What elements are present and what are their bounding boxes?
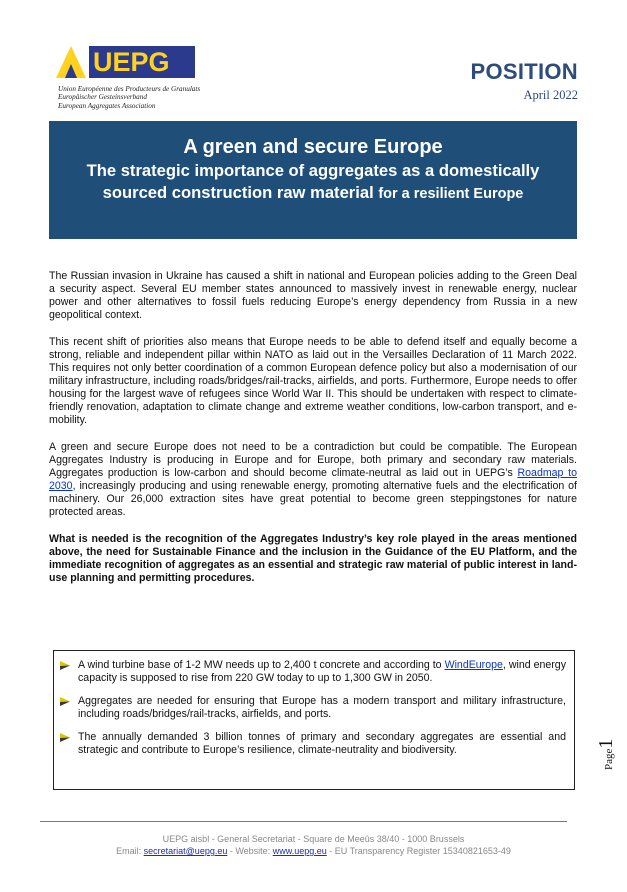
- paragraph-3: [49, 441, 577, 519]
- windeurope-link[interactable]: WindEurope: [444, 659, 503, 671]
- footer-website-label: - Website:: [227, 846, 273, 856]
- paragraph-2: This recent shift of priorities also means that Europe needs to be able to defend itself and equally become a strong, reliable and independent pillar within NATO as laid out in the Versailles Declaration of 11 March 2022. This requires not only better coordination of a common European defence policy but also a modernisation of our military infrastructure, including roads/bridges/rail-tracks, airfields, and ports. Furthermore, Europe needs to offer housing for the largest wave of refugees since World War II. This should be undertaken with respect to climate-friendly renovation, adaptation to climate change and extreme weather conditions, low-carbon transport, and e-mobility.: [49, 336, 577, 426]
- page-number: [595, 739, 617, 770]
- title-subtitle-line1: The strategic importance of aggregates as a domestically: [86, 161, 540, 180]
- logo-subtitle: [58, 85, 258, 110]
- key-fact-2: [60, 695, 566, 721]
- logo-line-fr: Union Européenne des Producteurs de Granulats: [58, 85, 201, 93]
- footer-register: - EU Transparency Register 15340821653-49: [326, 846, 511, 856]
- footer-divider: [40, 821, 567, 822]
- arrow-bullet-icon: [60, 661, 70, 670]
- logo-triangle-icon: [55, 44, 87, 80]
- key-fact-3-text: The annually demanded 3 billion tonnes of primary and secondary aggregates are essential and strategic and contribute to Europe’s resilience, climate-neutrality and biodiversity.: [78, 731, 566, 756]
- title-subtitle-line2-b: for a resilient Europe: [378, 186, 524, 202]
- document-type: POSITION: [470, 59, 578, 84]
- key-facts-box: [53, 650, 575, 790]
- key-fact-1-text-a: A wind turbine base of 1-2 MW needs up to 2,400 t concrete and according to: [78, 659, 445, 671]
- footer-address: UEPG aisbl - General Secretariat - Square de Meeûs 38/40 - 1000 Brussels: [162, 834, 465, 844]
- footer-email-label: Email:: [116, 846, 144, 856]
- footer-email-link[interactable]: secretariat@uepg.eu: [143, 846, 228, 856]
- page-word: Page: [603, 748, 615, 770]
- paragraph-3-text-a: A green and secure Europe does not need to be a contradiction but could be compatible. The European Aggregates Industry is producing in Europe and for Europe, both primary and secondary raw materials. Aggregates production is low-carbon and should become climate-neutral as laid out in UEPG’s: [49, 441, 577, 479]
- title-main: A green and secure Europe: [183, 136, 443, 158]
- footer: [0, 833, 627, 857]
- footer-contact: [0, 845, 627, 857]
- key-fact-2-text: Aggregates are needed for ensuring that Europe has a modern transport and military infrastructure, including roads/bridges/rail-tracks, airfields, and ports.: [78, 695, 566, 720]
- paragraph-1: The Russian invasion in Ukraine has caused a shift in national and European policies adding to the Green Deal a security aspect. Several EU member states announced to massively invest in renewable energy, nuclear power and other alternatives to fossil fuels reducing Europe’s energy dependency from Russia in a new geopolitical context.: [49, 270, 577, 321]
- arrow-bullet-icon: [60, 697, 70, 706]
- arrow-bullet-icon: [60, 733, 70, 742]
- document-date: April 2022: [523, 88, 578, 102]
- page-number-value: 1: [595, 738, 617, 749]
- paragraph-4-key-demands: What is needed is the recognition of the Aggregates Industry’s key role played in the areas mentioned above, the need for Sustainable Finance and the inclusion in the Guidance of the EU Platform, and the immediate recognition of aggregates as an essential and strategic raw material of public interest in land-use planning and permitting procedures.: [49, 533, 577, 584]
- body-content: [49, 270, 577, 599]
- title-subtitle-line2: [49, 182, 577, 205]
- title-banner: [49, 121, 577, 239]
- paragraph-3-text-b: , increasingly producing and using renewable energy, promoting alternative fuels and the electrification of machinery. Our 26,000 extraction sites have great potential to become green steppingstones for nature protected areas.: [49, 480, 577, 518]
- title-subtitle-line2-a: sourced construction raw material: [102, 183, 379, 202]
- roadmap-link[interactable]: Roadmap to 2030: [49, 467, 577, 492]
- logo-line-de: Europäischer Gesteinsverband: [58, 93, 147, 102]
- key-fact-1: [60, 659, 566, 685]
- footer-website-link[interactable]: www.uepg.eu: [272, 846, 327, 856]
- logo-line-en: European Aggregates Association: [58, 101, 156, 110]
- logo-wordmark: UEPG: [89, 46, 195, 78]
- key-fact-3: [60, 731, 566, 757]
- key-fact-1-text-b: , wind energy capacity is supposed to rise from 220 GW today to up to 1,300 GW in 2050.: [78, 659, 566, 684]
